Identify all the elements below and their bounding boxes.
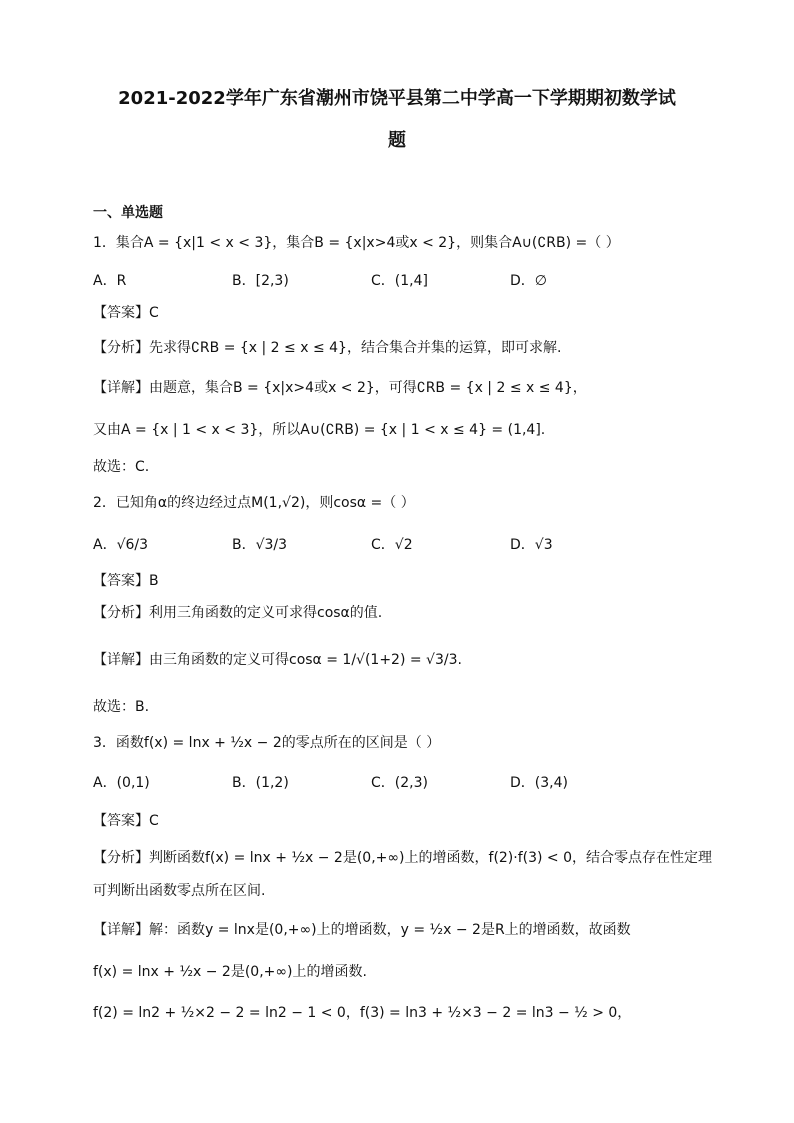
q3-option-b: B．(1,2) <box>232 775 289 791</box>
q1-stem: 1．集合A = {x|1 < x < 3}，集合B = {x|x>4或x < 2}，则集合A∪(∁RB) =（ ） <box>93 235 620 251</box>
q3-analysis-2: 可判断出函数零点所在区间. <box>93 883 266 899</box>
q2-choice: 故选：B. <box>93 699 150 715</box>
q3-stem: 3．函数f(x) = lnx + ½x − 2的零点所在的区间是（ ） <box>93 735 441 751</box>
q2-option-c: C．√2 <box>371 537 413 553</box>
q3-analysis-1: 【分析】判断函数f(x) = lnx + ½x − 2是(0,+∞)上的增函数，f(2)·f(3) < 0，结合零点存在性定理 <box>93 850 713 866</box>
q1-analysis: 【分析】先求得∁RB = {x | 2 ≤ x ≤ 4}，结合集合并集的运算，即可求解. <box>93 340 562 356</box>
q2-analysis: 【分析】利用三角函数的定义可求得cosα的值. <box>93 605 383 621</box>
q2-option-b: B．√3/3 <box>232 537 288 553</box>
q1-option-b: B．[2,3) <box>232 273 289 289</box>
q3-option-a: A．(0,1) <box>93 775 150 791</box>
q3-detail-3: f(2) = ln2 + ½×2 − 2 = ln2 − 1 < 0，f(3) = ln3 + ½×3 − 2 = ln3 − ½ > 0， <box>93 1005 632 1021</box>
q2-stem: 2．已知角α的终边经过点M(1,√2)，则cosα =（ ） <box>93 495 415 511</box>
page-title-line1: 2021-2022学年广东省潮州市饶平县第二中学高一下学期期初数学试 <box>118 88 676 109</box>
q1-detail-2: 又由A = {x | 1 < x < 3}，所以A∪(∁RB) = {x | 1 < x ≤ 4} = (1,4]. <box>93 422 546 438</box>
q2-option-d: D．√3 <box>510 537 553 553</box>
q3-option-c: C．(2,3) <box>371 775 428 791</box>
q1-option-d: D．∅ <box>510 273 547 289</box>
page-title-line2: 题 <box>388 130 406 151</box>
q3-detail-1: 【详解】解：函数y = lnx是(0,+∞)上的增函数，y = ½x − 2是R上的增函数，故函数 <box>93 922 631 938</box>
q1-detail-1: 【详解】由题意，集合B = {x|x>4或x < 2}，可得∁RB = {x | 2 ≤ x ≤ 4}， <box>93 380 587 396</box>
q1-answer: 【答案】C <box>93 305 159 321</box>
q2-detail: 【详解】由三角函数的定义可得cosα = 1/√(1+2) = √3/3. <box>93 652 462 668</box>
q3-option-d: D．(3,4) <box>510 775 568 791</box>
q1-option-c: C．(1,4] <box>371 273 428 289</box>
q2-answer: 【答案】B <box>93 573 159 589</box>
section-heading: 一、单选题 <box>93 205 163 221</box>
q3-detail-2: f(x) = lnx + ½x − 2是(0,+∞)上的增函数. <box>93 964 367 980</box>
q1-choice: 故选：C. <box>93 459 150 475</box>
q1-option-a: A．R <box>93 273 127 289</box>
q3-answer: 【答案】C <box>93 813 159 829</box>
q2-option-a: A．√6/3 <box>93 537 149 553</box>
